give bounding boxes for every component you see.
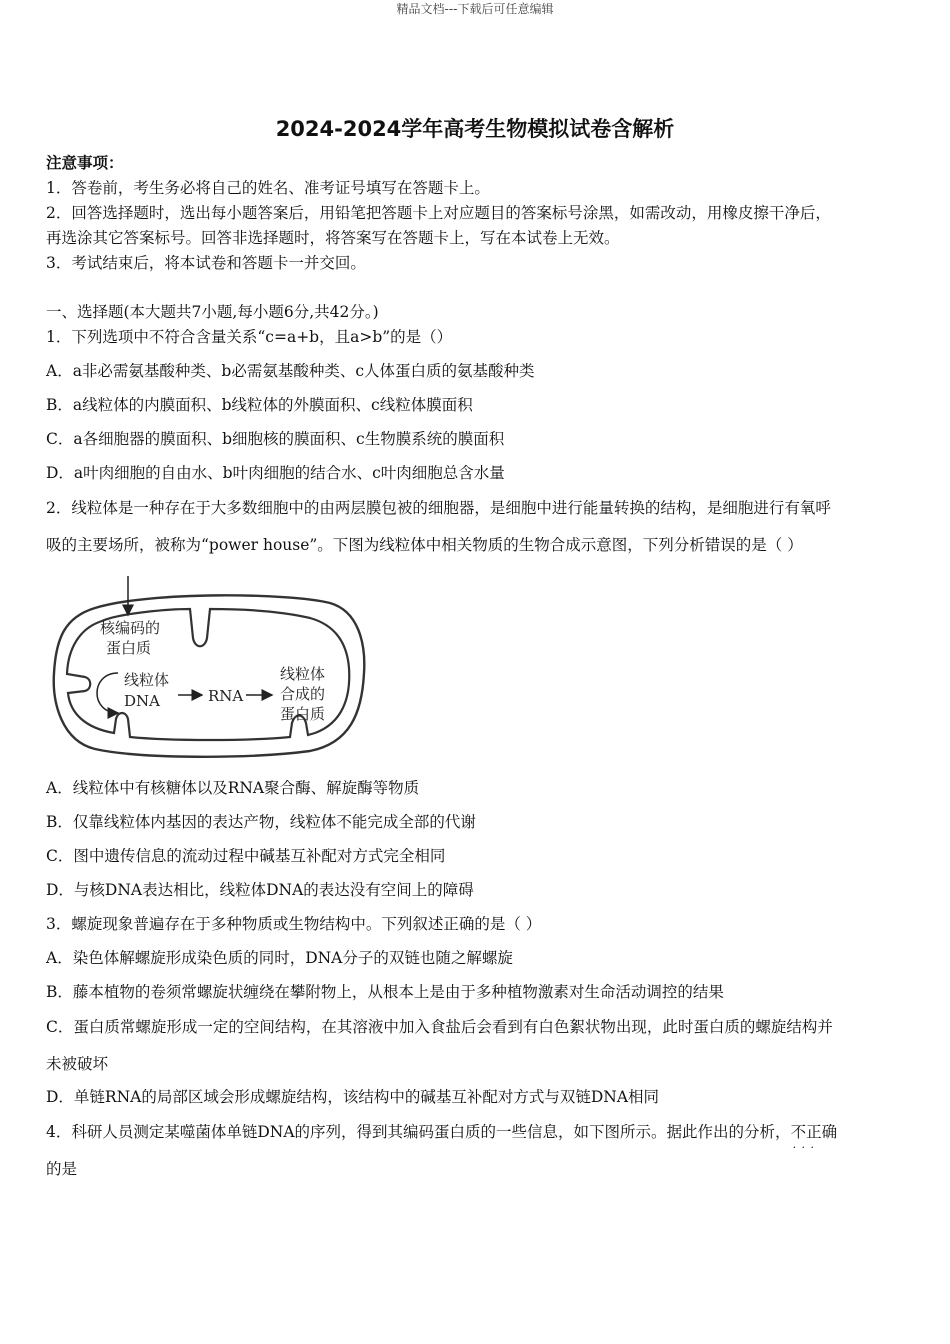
question-1-option-a: A．a非必需氨基酸种类、b必需氨基酸种类、c人体蛋白质的氨基酸种类	[46, 362, 535, 380]
mitochondrion-svg	[50, 573, 370, 758]
question-3-option-a: A．染色体解螺旋形成染色质的同时，DNA分子的双链也随之解螺旋	[46, 949, 513, 967]
label-mt-protein: 蛋白质	[280, 705, 326, 723]
question-1-option-d: D．a叶肉细胞的自由水、b叶肉细胞的结合水、c叶肉细胞总含水量	[46, 464, 505, 482]
question-1-option-c: C．a各细胞器的膜面积、b细胞核的膜面积、c生物膜系统的膜面积	[46, 430, 505, 448]
section-heading: 一、选择题(本大题共7小题,每小题6分,共42分。)	[46, 303, 379, 321]
question-4-stem-line-1	[46, 1120, 837, 1142]
label-rna: RNA	[208, 687, 244, 705]
question-3-stem: 3．螺旋现象普遍存在于多种物质或生物结构中。下列叙述正确的是（ ）	[46, 915, 542, 933]
label-mt-protein: 线粒体	[280, 665, 326, 683]
question-4-stem-line-2: 的是	[46, 1160, 78, 1178]
label-mt-dna: DNA	[124, 692, 160, 710]
question-3-option-b: B．藤本植物的卷须常螺旋状缠绕在攀附物上，从根本上是由于多种植物激素对生命活动调控的结果	[46, 983, 724, 1001]
label-mt-protein: 合成的	[280, 685, 326, 703]
question-2-option-d: D．与核DNA表达相比，线粒体DNA的表达没有空间上的障碍	[46, 881, 474, 899]
question-2-option-c: C．图中遗传信息的流动过程中碱基互补配对方式完全相同	[46, 847, 446, 865]
note-item: 再选涂其它答案标号。回答非选择题时，将答案写在答题卡上，写在本试卷上无效。	[46, 229, 620, 247]
note-item: 1．答卷前，考生务必将自己的姓名、准考证号填写在答题卡上。	[46, 179, 490, 197]
notes-heading: 注意事项：	[46, 153, 124, 172]
question-2-option-a: A．线粒体中有核糖体以及RNA聚合酶、解旋酶等物质	[46, 779, 420, 797]
question-2-option-b: B．仅靠线粒体内基因的表达产物，线粒体不能完成全部的代谢	[46, 813, 476, 831]
label-nuclear-protein: 核编码的	[100, 619, 161, 637]
question-4-stem-text: 4．科研人员测定某噬菌体单链DNA的序列，得到其编码蛋白质的一些信息，如下图所示。据此作出的分析，	[46, 1123, 791, 1141]
question-1-option-b: B．a线粒体的内膜面积、b线粒体的外膜面积、c线粒体膜面积	[46, 396, 473, 414]
label-nuclear-protein: 蛋白质	[106, 639, 152, 657]
note-item: 3．考试结束后，将本试卷和答题卡一并交回。	[46, 254, 366, 272]
question-2-stem-line-1: 2．线粒体是一种存在于大多数细胞中的由两层膜包被的细胞器，是细胞中进行能量转换的结构，是细胞进行有氧呼	[46, 499, 831, 517]
mitochondrion-diagram	[50, 573, 370, 762]
question-2-stem-line-2: 吸的主要场所，被称为“power house”。下图为线粒体中相关物质的生物合成示意图，下列分析错误的是（ ）	[46, 536, 803, 554]
page-header: 精品文档---下载后可任意编辑	[396, 2, 554, 16]
question-4-emphasis: 不正确 · · ·	[791, 1123, 838, 1141]
note-item: 2．回答选择题时，选出每小题答案后，用铅笔把答题卡上对应题目的答案标号涂黑，如需改动，用橡皮擦干净后，	[46, 204, 831, 222]
replication-arrow	[97, 673, 118, 713]
question-3-option-c-cont: 未被破坏	[46, 1055, 109, 1073]
question-1-stem: 1．下列选项中不符合含量关系“c=a+b，且a>b”的是（）	[46, 328, 453, 346]
page-title: 2024-2024学年高考生物模拟试卷含解析	[275, 117, 675, 141]
label-mt-dna: 线粒体	[124, 671, 170, 689]
question-3-option-d: D．单链RNA的局部区域会形成螺旋结构，该结构中的碱基互补配对方式与双链DNA相同	[46, 1088, 660, 1106]
question-3-option-c: C．蛋白质常螺旋形成一定的空间结构，在其溶液中加入食盐后会看到有白色絮状物出现，此时蛋白质的螺旋结构并	[46, 1018, 833, 1036]
